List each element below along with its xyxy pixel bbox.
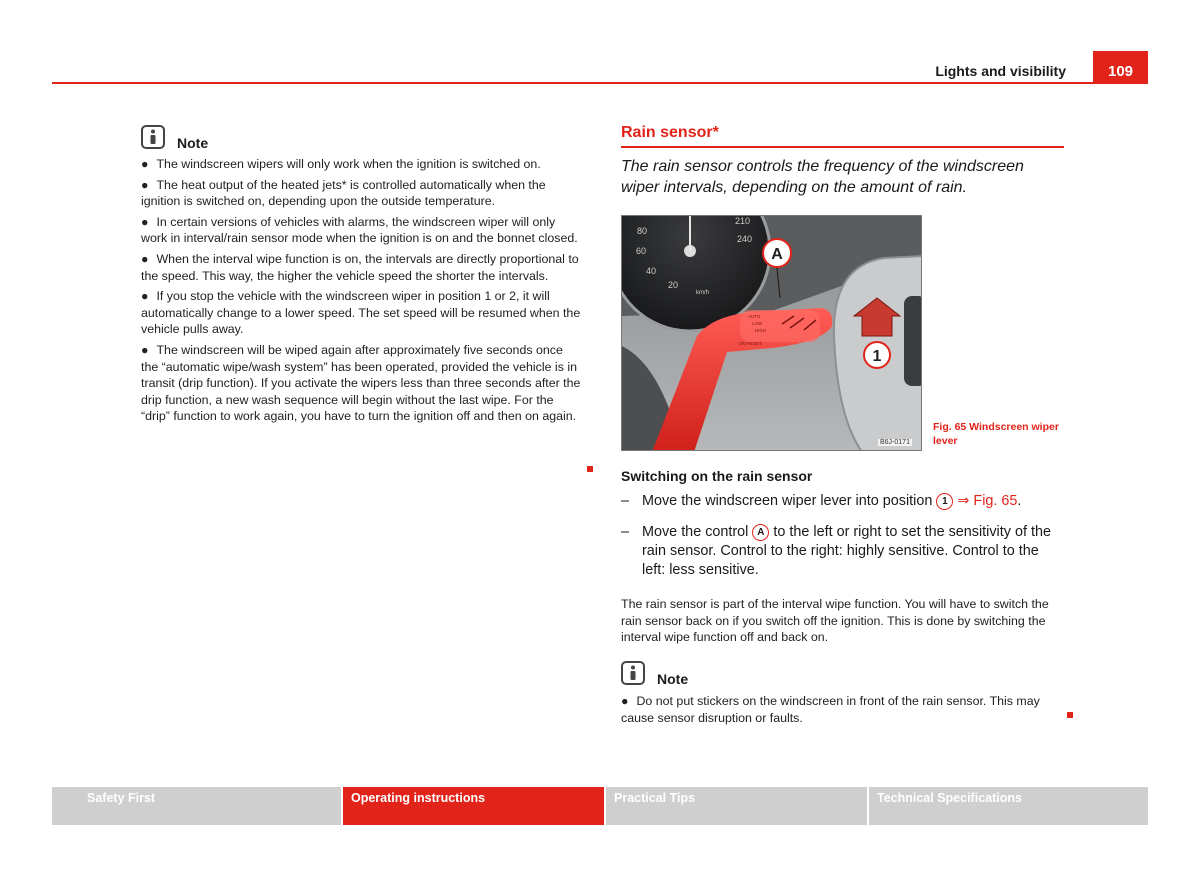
lever-label: ON RESET — [739, 341, 763, 346]
note-bullet: ● The heat output of the heated jets* is controlled automatically when the ignition is switched on, depending upon the outside temperature. — [141, 177, 546, 209]
rain-sensor-heading: Rain sensor* — [621, 124, 719, 141]
note-title: Note — [177, 135, 209, 151]
footer-tab-practical-tips[interactable]: Practical Tips — [606, 787, 867, 825]
callout-a-label: A — [771, 246, 783, 263]
callout-1-label: 1 — [872, 348, 882, 365]
note-bullet: ● When the interval wipe function is on, the intervals are directly proportional to the speed. This way, the higher the vehicle speed the shorter the intervals. — [141, 251, 579, 283]
gauge-label: 240 — [737, 234, 753, 244]
lever-label: LOW — [752, 321, 763, 326]
wiper-lever-illustration — [622, 216, 922, 451]
switching-on-heading: Switching on the rain sensor — [621, 468, 813, 484]
note-bullet: ● Do not put stickers on the windscreen in front of the rain sensor. This may cause sensor disruption or faults. — [621, 694, 1040, 725]
rain-sensor-paragraph: The rain sensor is part of the interval wipe function. You will have to switch the rain sensor back on if you switch off the ignition. This is done by switching the interval wipe function off and back on. — [621, 597, 1049, 645]
wiper-lever-figure — [621, 215, 922, 451]
header-rule — [52, 82, 1148, 84]
footer-tab-safety-first[interactable]: Safety First — [52, 787, 341, 825]
position-1-marker: 1 — [936, 493, 953, 510]
gauge-label: 40 — [646, 266, 657, 276]
heading-rule — [621, 146, 1064, 148]
figure-reference-link[interactable]: ⇒ Fig. 65 — [957, 493, 1018, 509]
info-icon — [141, 125, 165, 149]
rain-sensor-intro: The rain sensor controls the frequency of the windscreen wiper intervals, depending on the amount of rain. — [621, 158, 1024, 196]
gauge-label: 210 — [735, 216, 751, 226]
page-number: 109 — [1093, 51, 1148, 84]
instruction-step: – Move the windscreen wiper lever into position 1 ⇒ Fig. 65. — [621, 493, 1022, 509]
figure-caption: Fig. 65 Windscreen wiper lever — [933, 421, 1059, 447]
note-bullet: ● In certain versions of vehicles with alarms, the windscreen wiper will only work in interval/rain sensor mode when the ignition is on and the bonnet closed. — [141, 214, 578, 246]
footer-tab-technical-specifications[interactable]: Technical Specifications — [869, 787, 1148, 825]
section-end-marker — [1067, 712, 1073, 718]
gauge-label: 20 — [668, 280, 679, 290]
note-bullet: ● If you stop the vehicle with the windscreen wiper in position 1 or 2, it will automatically change to a lower speed. The set speed will be resumed when the vehicle pulls away. — [141, 289, 581, 337]
instruction-step: – Move the control A to the left or right to set the sensitivity of the rain sensor. Control to the right: highly sensitive. Control to the left: less sensitive. — [621, 524, 1051, 578]
gauge-label: km/h — [696, 290, 710, 296]
note-bullet: ● The windscreen wipers will only work when the ignition is switched on. — [141, 157, 541, 171]
gauge-label: 80 — [637, 226, 648, 236]
gauge-label: 60 — [636, 246, 647, 256]
lever-label: AUTO — [748, 314, 761, 319]
note-bullet-list — [141, 156, 583, 429]
note-bullet: ● The windscreen will be wiped again after approximately five seconds once the “automatic wipe/wash system” has been operated, provided the vehicle is in transit (drip function). If you activate the wipers less than three seconds after the drip function, a new wash sequence will begin without the last wipe. For the “drip” function to work again, you have to turn the ignition off and then on again. — [141, 342, 581, 424]
lever-label: HIGH — [755, 328, 767, 333]
note-title: Note — [657, 671, 689, 687]
figure-code: B6J-0171 — [880, 439, 910, 446]
footer-tab-operating-instructions[interactable]: Operating instructions — [343, 787, 604, 825]
control-a-marker: A — [752, 524, 769, 541]
section-title: Lights and visibility — [935, 63, 1066, 79]
section-end-marker — [587, 466, 593, 472]
info-icon — [621, 661, 645, 685]
